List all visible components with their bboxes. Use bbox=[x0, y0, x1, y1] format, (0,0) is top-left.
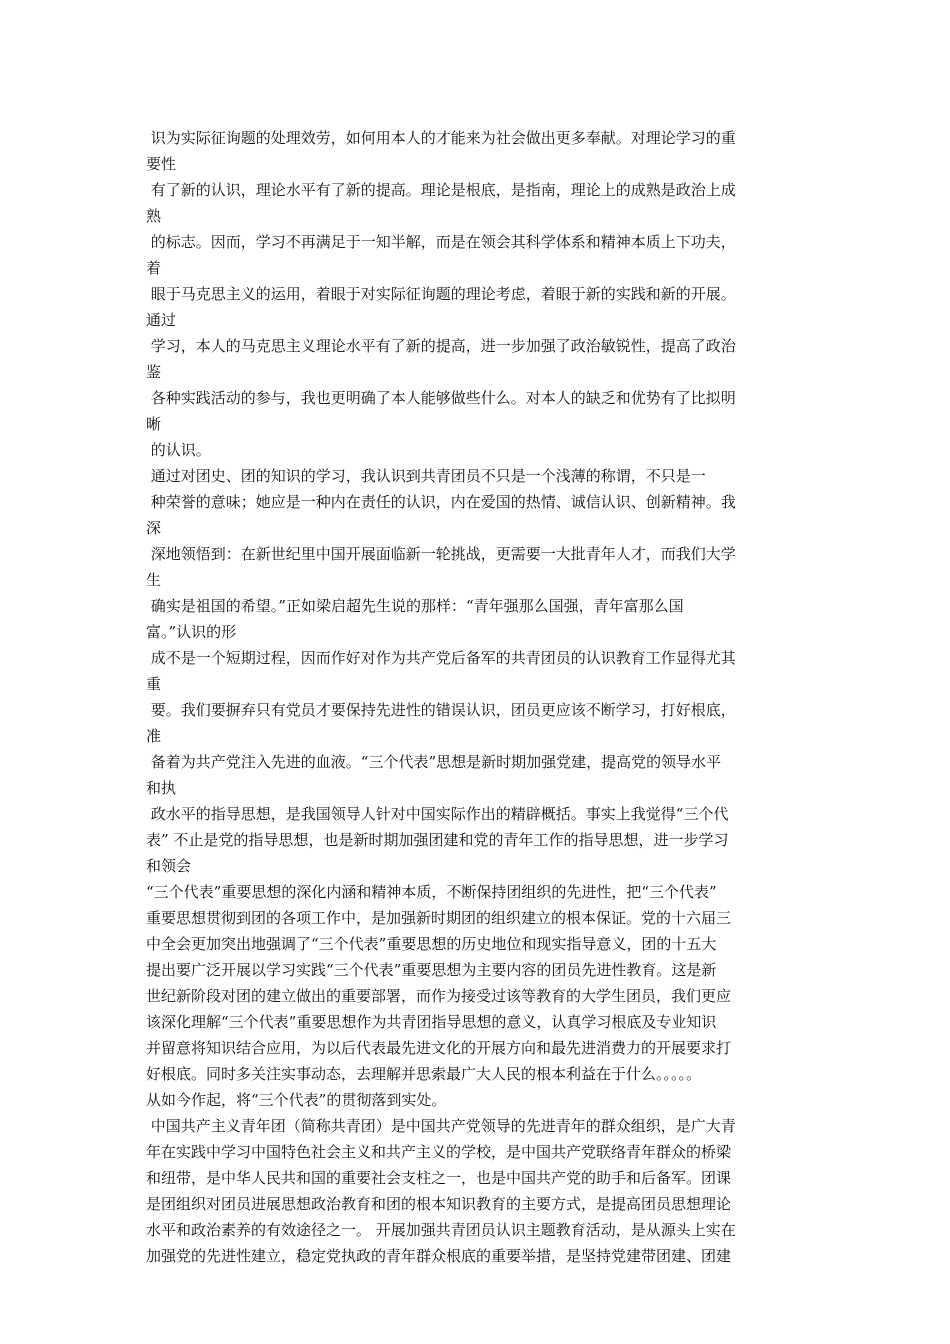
text-line: 好根底。同时多关注实事动态，去理解并思索最广大人民的根本利益在于什么。。。。。 bbox=[146, 1065, 702, 1083]
document-body bbox=[146, 125, 806, 1269]
text-line: 准 bbox=[146, 727, 162, 745]
text-line: 和领会 bbox=[146, 857, 192, 875]
text-line: 中国共产主义青年团（简称共青团）是中国共产党领导的先进青年的群众组织，是广大青 bbox=[146, 1117, 736, 1135]
text-line: “三个代表”重要思想的深化内涵和精神本质，不断保持团组织的先进性，把“三个代表” bbox=[146, 883, 717, 901]
text-line: 学习，本人的马克思主义理论水平有了新的提高，进一步加强了政治敏锐性，提高了政治 bbox=[146, 337, 736, 355]
text-line: 成不是一个短期过程，因而作好对作为共产党后备军的共青团员的认识教育工作显得尤其 bbox=[146, 649, 736, 667]
text-line: 从如今作起，将“三个代表”的贯彻落到实处。 bbox=[146, 1091, 447, 1109]
text-line: 熟 bbox=[146, 207, 162, 225]
text-line: 和执 bbox=[146, 779, 177, 797]
text-line: 眼于马克思主义的运用，着眼于对实际征询题的理论考虑，着眼于新的实践和新的开展。 bbox=[146, 285, 736, 303]
text-line: 表” 不止是党的指导思想，也是新时期加强团建和党的青年工作的指导思想，进一步学习 bbox=[146, 831, 729, 849]
text-line: 晰 bbox=[146, 415, 162, 433]
text-line: 要。我们要摒弃只有党员才要保持先进性的错误认识，团员更应该不断学习，打好根底， bbox=[146, 701, 736, 719]
text-line: 各种实践活动的参与，我也更明确了本人能够做些什么。对本人的缺乏和优势有了比拟明 bbox=[146, 389, 736, 407]
text-line: 深 bbox=[146, 519, 162, 537]
text-line: 中全会更加突出地强调了“三个代表”重要思想的历史地位和现实指导意义，团的十五大 bbox=[146, 935, 717, 953]
text-line: 通过 bbox=[146, 311, 177, 329]
text-line: 年在实践中学习中国特色社会主义和共产主义的学校，是中国共产党联络青年群众的桥梁 bbox=[146, 1143, 732, 1161]
text-line: 有了新的认识，理论水平有了新的提高。理论是根底，是指南，理论上的成熟是政治上成 bbox=[146, 181, 736, 199]
text-line: 政水平的指导思想，是我国领导人针对中国实际作出的精辟概括。事实上我觉得“三个代 bbox=[146, 805, 729, 823]
text-line: 要性 bbox=[146, 155, 177, 173]
text-line: 的标志。因而，学习不再满足于一知半解，而是在领会其科学体系和精神本质上下功夫， bbox=[146, 233, 736, 251]
text-line: 是团组织对团员进展思想政治教育和团的根本知识教育的主要方式，是提高团员思想理论 bbox=[146, 1195, 732, 1213]
text-line: 识为实际征询题的处理效劳，如何用本人的才能来为社会做出更多奉献。对理论学习的重 bbox=[146, 129, 736, 147]
text-line: 通过对团史、团的知识的学习，我认识到共青团员不只是一个浅薄的称谓，不只是一 bbox=[146, 467, 706, 485]
text-line: 确实是祖国的希望。”正如梁启超先生说的那样：“青年强那么国强，青年富那么国 bbox=[146, 597, 684, 615]
text-line: 生 bbox=[146, 571, 162, 589]
text-line: 水平和政治素养的有效途径之一。 开展加强共青团员认识主题教育活动，是从源头上实在 bbox=[146, 1221, 736, 1239]
text-line: 富。”认识的形 bbox=[146, 623, 237, 641]
text-line: 鉴 bbox=[146, 363, 162, 381]
text-line: 的认识。 bbox=[146, 441, 211, 459]
text-line: 提出要广泛开展以学习实践“三个代表”重要思想为主要内容的团员先进性教育。这是新 bbox=[146, 961, 717, 979]
text-line: 着 bbox=[146, 259, 162, 277]
text-line: 加强党的先进性建立，稳定党执政的青年群众根底的重要举措，是坚持党建带团建、团建 bbox=[146, 1247, 732, 1265]
text-line: 重要思想贯彻到团的各项工作中，是加强新时期团的组织建立的根本保证。党的十六届三 bbox=[146, 909, 732, 927]
text-line: 和纽带，是中华人民共和国的重要社会支柱之一，也是中国共产党的助手和后备军。团课 bbox=[146, 1169, 732, 1187]
text-line: 并留意将知识结合应用，为以后代表最先进文化的开展方向和最先进消费力的开展要求打 bbox=[146, 1039, 732, 1057]
text-line: 种荣誉的意味；她应是一种内在责任的认识，内在爱国的热情、诚信认识、创新精神。我 bbox=[146, 493, 736, 511]
text-line: 重 bbox=[146, 675, 162, 693]
text-line: 深地领悟到：在新世纪里中国开展面临新一轮挑战，更需要一大批青年人才，而我们大学 bbox=[146, 545, 736, 563]
text-line: 备着为共产党注入先进的血液。“三个代表”思想是新时期加强党建，提高党的领导水平 bbox=[146, 753, 722, 771]
text-line: 世纪新阶段对团的建立做出的重要部署，而作为接受过该等教育的大学生团员，我们更应 bbox=[146, 987, 732, 1005]
text-line: 该深化理解“三个代表”重要思想作为共青团指导思想的意义，认真学习根底及专业知识 bbox=[146, 1013, 717, 1031]
